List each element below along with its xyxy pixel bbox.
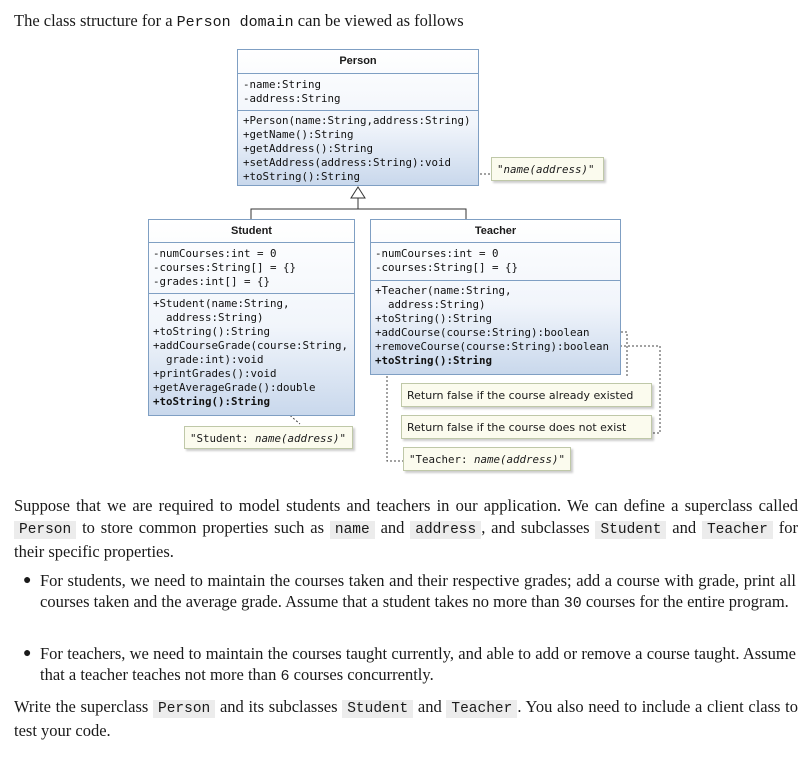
note-text: " <box>339 432 347 445</box>
note-text: " <box>497 163 504 176</box>
paragraph-text: and <box>666 518 702 537</box>
person-method: +setAddress(address:String):void <box>243 156 452 169</box>
remove-course-note <box>401 415 652 439</box>
note-italic-text: name(address) <box>474 453 559 466</box>
paragraph-text: and <box>413 697 447 716</box>
bullet-text: courses concurrently. <box>289 665 434 684</box>
teacher-attribute-divider <box>371 242 620 243</box>
person-method: +Person(name:String,address:String) <box>243 114 471 127</box>
teacher-method: +Teacher(name:String, <box>375 284 512 297</box>
bullet-text: courses for the entire program. <box>581 592 789 611</box>
paragraph-text: and <box>374 518 411 537</box>
student-method: grade:int):void <box>153 353 264 366</box>
teacher-method: +toString():String <box>375 354 493 367</box>
student-attribute-divider <box>149 242 354 243</box>
inline-code: Teacher <box>702 521 773 539</box>
teacher-method: +removeCourse(course:String):boolean <box>375 340 610 353</box>
paragraph-text: . You also need to include a client class to test your code. <box>14 697 799 740</box>
bullet-number: 6 <box>280 668 290 685</box>
note-text: Return false if the course does not exist <box>407 421 627 434</box>
student-attribute: -courses:String[] = {} <box>153 261 297 274</box>
inline-code: Teacher <box>446 700 517 718</box>
teacher-method-divider <box>371 280 620 281</box>
bullet-icon: ● <box>23 573 32 588</box>
teacher-tostring-note <box>403 447 571 471</box>
paragraph-text: Suppose that we are required to model students and teachers in our application. We can define a superclass called <box>14 496 798 515</box>
student-method: +printGrades():void <box>153 367 277 380</box>
teacher-attribute: -courses:String[] = {} <box>375 261 519 274</box>
inline-code: Person <box>153 700 215 718</box>
person-method: +getName():String <box>243 128 354 141</box>
student-class-name: Student <box>231 225 272 237</box>
teacher-attribute: -numCourses:int = 0 <box>375 247 499 260</box>
inline-code: address <box>410 521 481 539</box>
person-class-box <box>237 49 479 186</box>
inline-code: Person <box>14 521 76 539</box>
student-method-divider <box>149 293 354 294</box>
bullet-item-students <box>23 570 796 614</box>
note-text: "Teacher: <box>409 453 475 466</box>
inheritance-branch-line <box>251 209 466 219</box>
inheritance-arrow-icon <box>351 187 365 198</box>
paragraph-text: to store common properties such as <box>76 518 330 537</box>
note-text: "Student: <box>190 432 256 445</box>
teacher-class-name: Teacher <box>474 225 517 237</box>
task-paragraph <box>14 696 798 742</box>
intro-before: The class structure for a <box>14 11 177 30</box>
student-class-box <box>148 219 355 416</box>
student-method: +Student(name:String, <box>153 297 290 310</box>
person-method: +getAddress():String <box>243 142 374 155</box>
person-method-divider <box>238 110 478 111</box>
description-paragraph <box>14 495 798 563</box>
teacher-method: +addCourse(course:String):boolean <box>375 326 590 339</box>
add-course-note <box>401 383 652 407</box>
person-attribute: -name:String <box>243 78 322 91</box>
person-method: +toString():String <box>243 170 361 183</box>
note-italic-text: name(address) <box>255 432 340 445</box>
inline-code: Student <box>342 700 413 718</box>
paragraph-text: for their specific properties. <box>14 518 798 561</box>
teacher-method: +toString():String <box>375 312 493 325</box>
note-text: Return false if the course already existed <box>407 389 634 402</box>
bullet-text: For students, we need to maintain the courses taken and their respective grades; add a course with grade, print all courses taken and the average grade. Assume that a student takes no more than <box>40 571 796 611</box>
person-attribute-divider <box>238 73 478 74</box>
paragraph-text: , and subclasses <box>481 518 596 537</box>
person-attribute: -address:String <box>243 92 341 105</box>
student-attribute: -numCourses:int = 0 <box>153 247 277 260</box>
student-method: +toString():String <box>153 395 271 408</box>
student-method: +toString():String <box>153 325 271 338</box>
note-text: " <box>588 163 595 176</box>
student-attribute: -grades:int[] = {} <box>153 275 271 288</box>
person-class-name: Person <box>339 55 377 67</box>
intro-code: Person domain <box>176 14 294 31</box>
bullet-number: 30 <box>563 595 582 612</box>
student-tostring-note <box>184 426 353 449</box>
note-italic-text: name(address) <box>503 163 589 176</box>
person-tostring-note <box>491 157 604 181</box>
teacher-method: address:String) <box>375 298 486 311</box>
intro-after: can be viewed as follows <box>293 11 464 30</box>
bullet-item-teachers <box>23 643 796 687</box>
teacher-class-box <box>370 219 621 375</box>
student-method: +addCourseGrade(course:String, <box>153 339 349 352</box>
bullet-icon: ● <box>23 646 32 661</box>
note-text: " <box>558 453 566 466</box>
bullet-text: For teachers, we need to maintain the courses taught currently, and able to add or remove a course taught. Assume that a teacher teaches not more than <box>40 644 796 684</box>
student-method: address:String) <box>153 311 264 324</box>
paragraph-text: Write the superclass <box>14 697 154 716</box>
student-method: +getAverageGrade():double <box>153 381 316 394</box>
inline-code: Student <box>595 521 666 539</box>
inline-code: name <box>330 521 375 539</box>
paragraph-text: and its subclasses <box>215 697 343 716</box>
